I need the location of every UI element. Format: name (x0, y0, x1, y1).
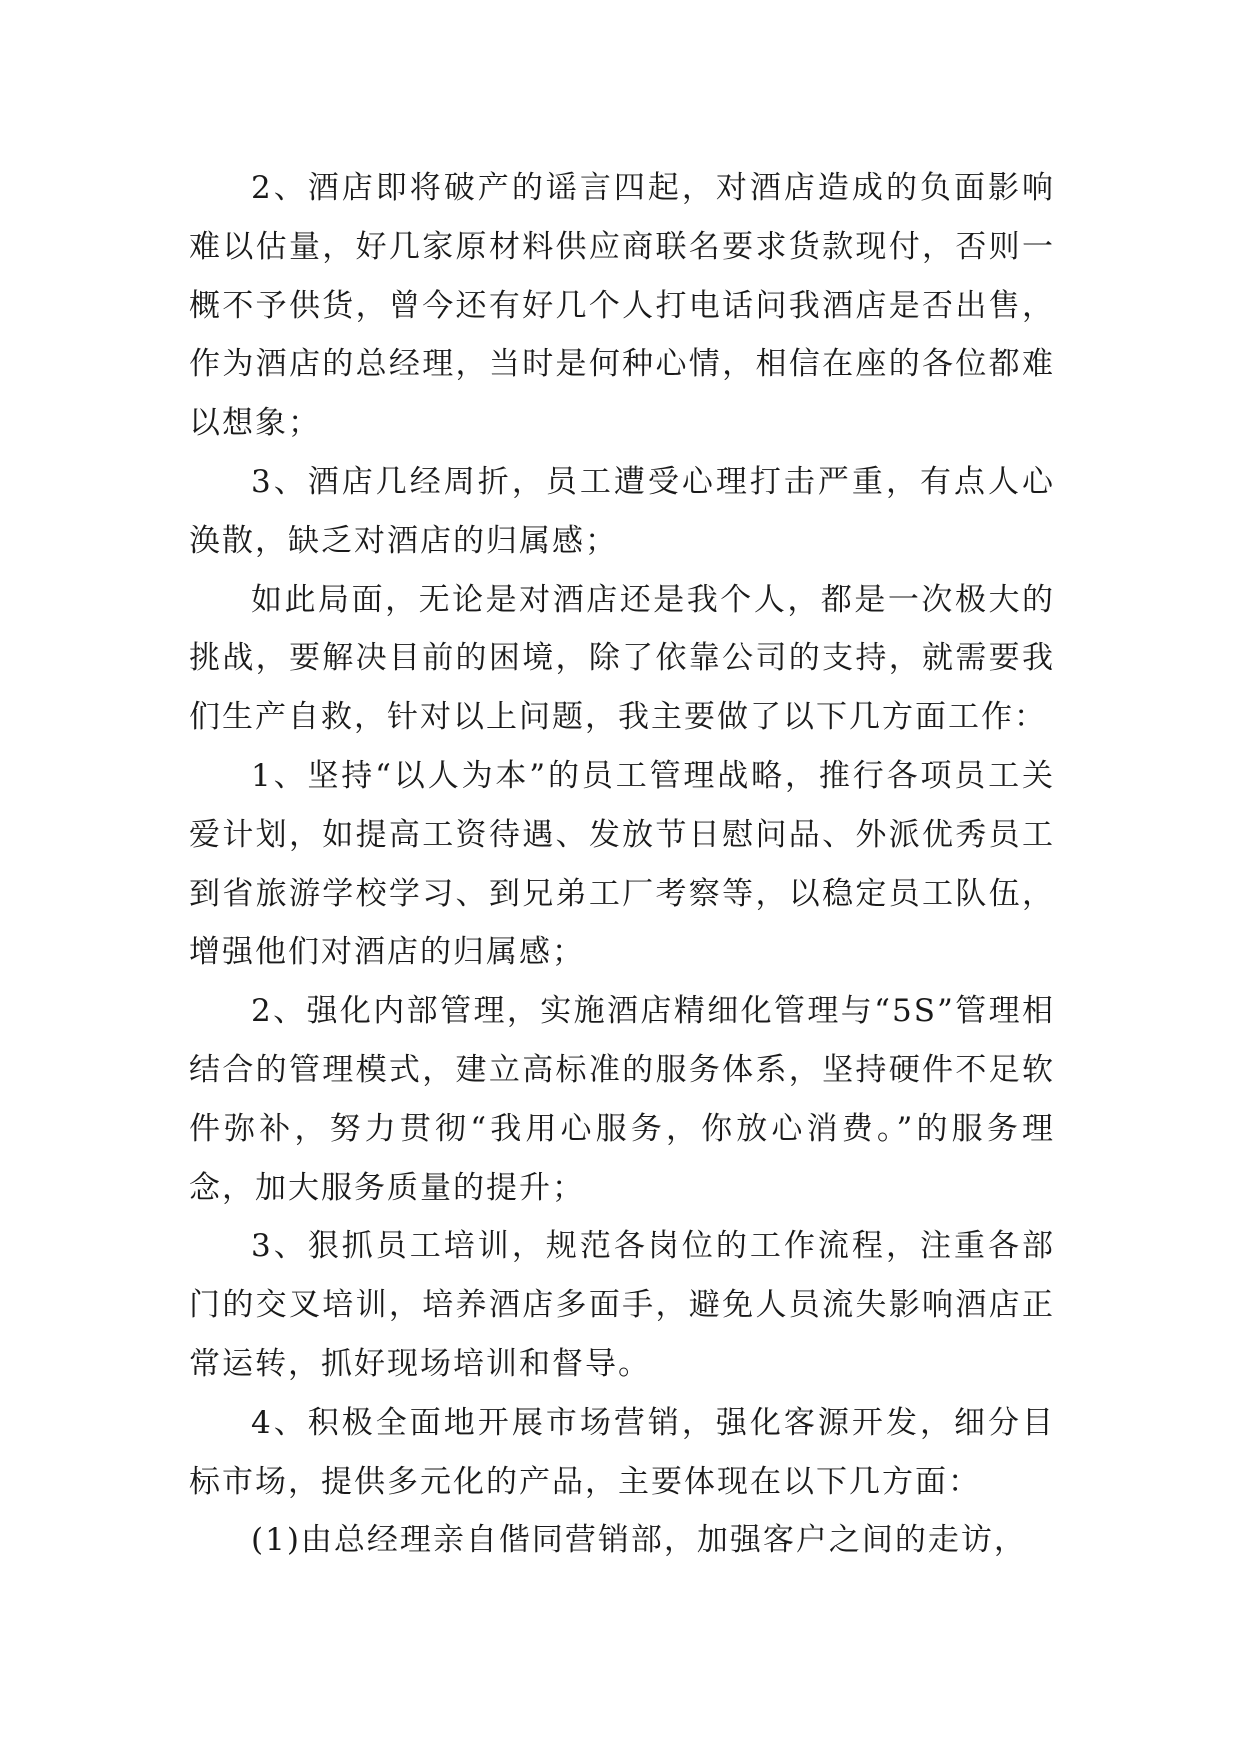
paragraph-challenge: 如此局面，无论是对酒店还是我个人，都是一次极大的挑战，要解决目前的困境，除了依靠公司的支持，就需要我们生产自救，针对以上问题，我主要做了以下几方面工作： (189, 581, 1055, 736)
paragraph-client-visits: (1)由总经理亲自偕同营销部，加强客户之间的走访， (251, 1522, 1027, 1559)
paragraph-training: 3、狠抓员工培训，规范各岗位的工作流程，注重各部门的交叉培训，培养酒店多面手，避免人员流失影响酒店正常运转，抓好现场培训和督导。 (189, 1228, 1055, 1382)
paragraph-marketing: 4、积极全面地开展市场营销，强化客源开发，细分目标市场，提供多元化的产品，主要体现在以下几方面： (189, 1404, 1055, 1500)
document-body (189, 159, 1055, 1570)
paragraph-internal-management: 2、强化内部管理，实施酒店精细化管理与“5S”管理相结合的管理模式，建立高标准的服务体系，坚持硬件不足软件弥补，努力贯彻“我用心服务，你放心消费。”的服务理念，加大服务质量的提升； (189, 993, 1055, 1206)
paragraph-rumors: 2、酒店即将破产的谣言四起，对酒店造成的负面影响难以估量，好几家原材料供应商联名要求货款现付，否则一概不予供货，曾今还有好几个人打电话问我酒店是否出售，作为酒店的总经理，当时是何种心情，相信在座的各位都难以想象； (189, 170, 1055, 442)
paragraph-people-first: 1、坚持“以人为本”的员工管理战略，推行各项员工关爱计划，如提高工资待遇、发放节日慰问品、外派优秀员工到省旅游学校学习、到兄弟工厂考察等，以稳定员工队伍，增强他们对酒店的归属感； (189, 757, 1055, 971)
paragraph-morale: 3、酒店几经周折，员工遭受心理打击严重，有点人心涣散，缺乏对酒店的归属感； (189, 463, 1055, 559)
